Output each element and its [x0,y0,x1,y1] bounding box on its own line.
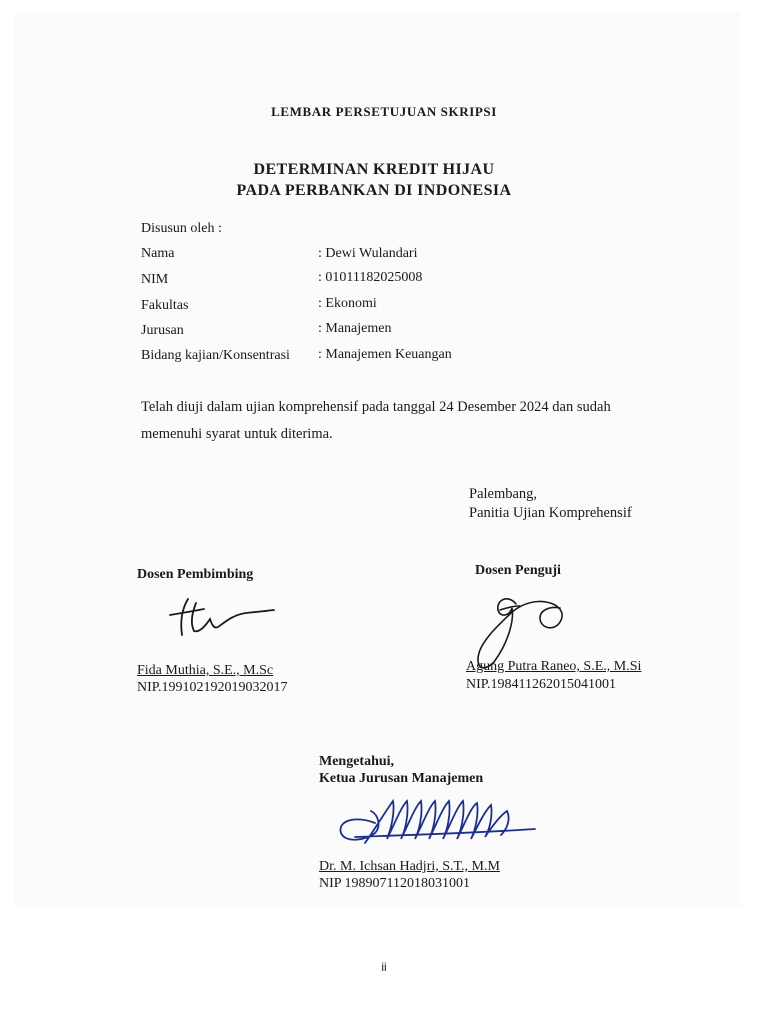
examiner-name: Agung Putra Raneo, S.E., M.Si [466,659,642,674]
supervisor-name: Fida Muthia, S.E., M.Sc [137,663,274,678]
page-number: ii [381,960,387,974]
compiled-by-label: Disusun oleh : [141,221,222,236]
acknowledged-label: Mengetahui, [319,754,395,769]
field-label-name: Nama [141,246,175,261]
supervisor-role: Dosen Pembimbing [137,567,254,582]
field-label-department: Jurusan [141,323,184,338]
field-value-nim: : 01011182025008 [318,270,423,285]
supervisor-nip: NIP.199102192019032017 [137,680,288,695]
supervisor-signature [160,595,280,640]
field-label-nim: NIM [141,272,169,287]
field-value-faculty: : Ekonomi [318,296,377,311]
document-header: LEMBAR PERSETUJUAN SKRIPSI [271,104,497,119]
head-name: Dr. M. Ichsan Hadjri, S.T., M.M [319,859,500,874]
head-signature [335,793,540,855]
field-label-concentration: Bidang kajian/Konsentrasi [141,348,290,363]
statement-line1: Telah diuji dalam ujian komprehensif pada tanggal 24 Desember 2024 dan sudah [141,399,611,415]
field-value-department: : Manajemen [318,321,392,336]
field-value-concentration: : Manajemen Keuangan [318,347,452,362]
head-role: Ketua Jurusan Manajemen [319,771,484,786]
field-label-faculty: Fakultas [141,298,189,313]
thesis-title-line1: DETERMINAN KREDIT HIJAU [253,161,495,178]
place-label: Palembang, [469,486,538,502]
examiner-role: Dosen Penguji [475,563,561,578]
statement-line2: memenuhi syarat untuk diterima. [141,426,333,442]
head-nip: NIP 198907112018031001 [319,876,471,891]
thesis-title-line2: PADA PERBANKAN DI INDONESIA [236,182,512,199]
examiner-nip: NIP.198411262015041001 [466,677,616,692]
field-value-name: : Dewi Wulandari [318,246,418,261]
committee-label: Panitia Ujian Komprehensif [469,505,632,521]
